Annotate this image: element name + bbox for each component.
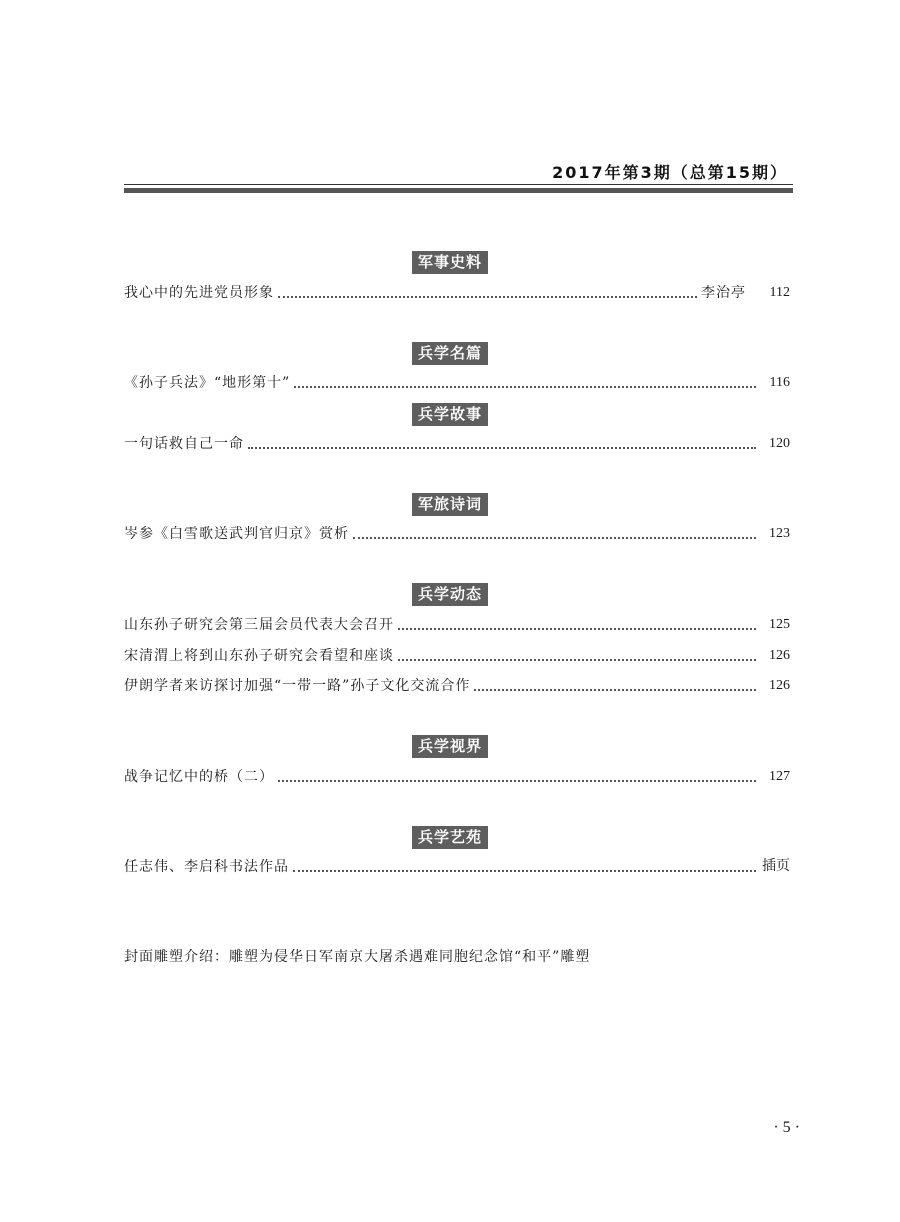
entry-author: 李治亭 — [701, 285, 746, 301]
entry-page: 112 — [769, 285, 790, 300]
entry-title: 山东孙子研究会第三届会员代表大会召开 — [124, 617, 394, 633]
section-heading: 军事史料 — [412, 251, 488, 274]
entry-title: 我心中的先进党员形象 — [124, 285, 274, 301]
toc-entry[interactable] — [124, 645, 790, 667]
toc-entry[interactable] — [124, 433, 790, 455]
section-heading: 兵学艺苑 — [412, 826, 488, 849]
toc-entry[interactable] — [124, 766, 790, 788]
entry-title: 任志伟、李启科书法作品 — [124, 859, 289, 875]
entry-page: 126 — [769, 678, 790, 693]
entry-page: 127 — [769, 769, 790, 784]
toc-entry[interactable] — [124, 614, 790, 636]
leader-dots — [248, 446, 756, 449]
toc-entry[interactable] — [124, 856, 790, 878]
entry-title: 伊朗学者来访探讨加强“一带一路”孙子文化交流合作 — [124, 678, 471, 694]
header-rule-thin — [124, 184, 793, 185]
header-rule-thick — [124, 188, 793, 193]
leader-dots — [293, 869, 756, 872]
leader-dots — [294, 385, 756, 388]
entry-page: 插页 — [762, 859, 790, 874]
section-heading: 兵学故事 — [412, 403, 488, 426]
entry-title: 宋清渭上将到山东孙子研究会看望和座谈 — [124, 648, 394, 664]
toc-entry[interactable] — [124, 372, 790, 394]
leader-dots — [353, 536, 756, 539]
entry-page: 125 — [769, 617, 790, 632]
entry-page: 126 — [769, 648, 790, 663]
entry-page: 123 — [769, 526, 790, 541]
page-number: · 5 · — [773, 1119, 800, 1136]
entry-title: 岑参《白雪歌送武判官归京》赏析 — [124, 526, 349, 542]
leader-dots — [278, 295, 697, 298]
entry-page: 116 — [769, 375, 790, 390]
toc-entry[interactable] — [124, 523, 790, 545]
toc-entry[interactable] — [124, 675, 790, 697]
section-heading: 兵学动态 — [412, 583, 488, 606]
leader-dots — [398, 658, 756, 661]
section-heading: 军旅诗词 — [412, 493, 488, 516]
leader-dots — [398, 627, 756, 630]
entry-title: 一句话救自己一命 — [124, 436, 244, 452]
cover-note: 封面雕塑介绍：雕塑为侵华日军南京大屠杀遇难同胞纪念馆“和平”雕塑 — [124, 949, 591, 965]
entry-title: 战争记忆中的桥（二） — [124, 769, 274, 785]
entry-title: 《孙子兵法》“地形第十” — [124, 375, 291, 391]
toc-entry[interactable] — [124, 282, 790, 304]
leader-dots — [474, 688, 756, 691]
leader-dots — [278, 779, 756, 782]
entry-page: 120 — [769, 436, 790, 451]
section-heading: 兵学视界 — [412, 735, 488, 758]
issue-label: 2017年第3期（总第15期） — [552, 163, 788, 182]
section-heading: 兵学名篇 — [412, 342, 488, 365]
